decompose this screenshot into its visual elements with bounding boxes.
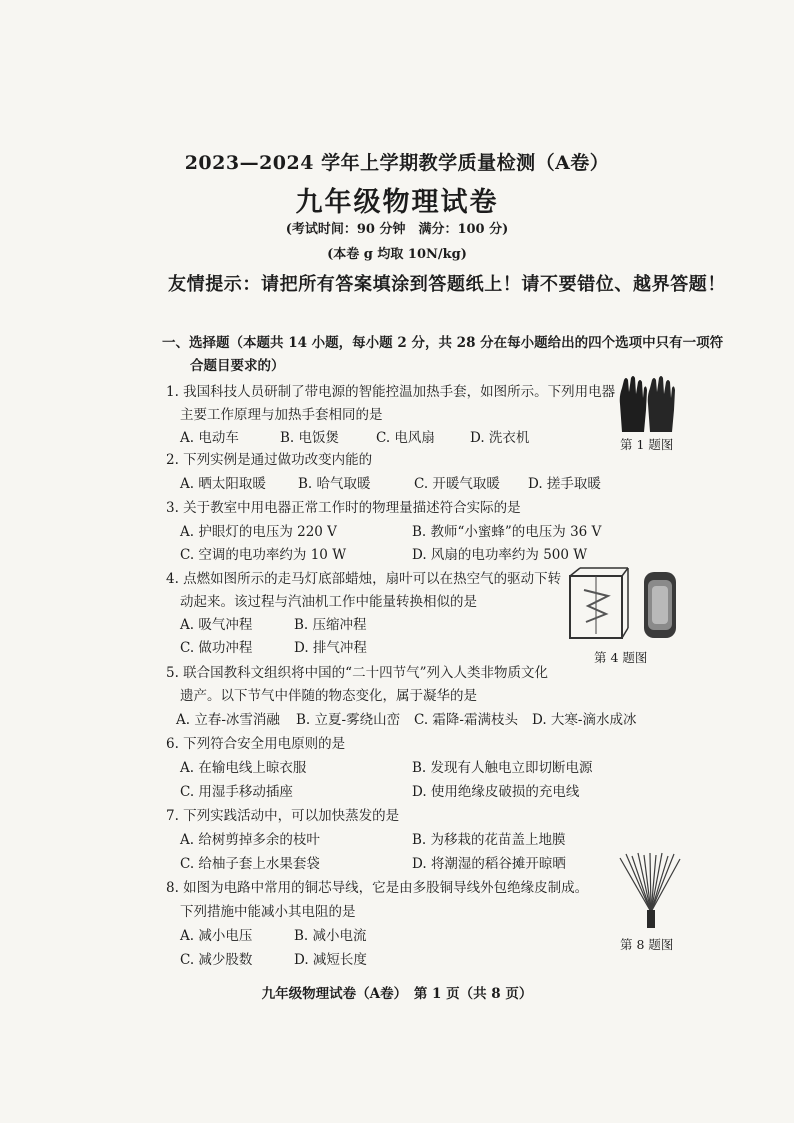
friendly-tip: 友情提示：请把所有答案填涂到答题纸上！请不要错位、越界答题！ [168,274,726,295]
question-4-option-b: B. 压缩冲程 [294,617,367,633]
question-5-stem-line2: 遗产。以下节气中伴随的物态变化，属于凝华的是 [180,688,477,704]
question-3-option-b: B. 教师“小蜜蜂”的电压为 36 V [412,524,602,540]
question-6-option-d: D. 使用绝缘皮破损的充电线 [412,784,580,800]
question-5-option-d: D. 大寒-滴水成冰 [532,712,637,728]
question-6-option-b: B. 发现有人触电立即切断电源 [412,760,593,776]
question-7-option-d: D. 将潮湿的稻谷摊开晾晒 [412,856,566,872]
question-1-stem-line2: 主要工作原理与加热手套相同的是 [180,407,383,423]
question-4-option-c: C. 做功冲程 [180,640,253,656]
section-heading-line1: 一、选择题（本题共 14 小题，每小题 2 分，共 28 分在每小题给出的四个选项中只有一项符 [162,335,724,351]
question-4-figure-caption: 第 4 题图 [594,650,648,665]
question-6-option-c: C. 用湿手移动插座 [180,784,293,800]
question-1-option-c: C. 电风扇 [376,430,435,446]
section-heading-line2: 合题目要求的） [190,358,285,374]
question-8-option-a: A. 减小电压 [180,928,253,944]
question-2-option-a: A. 晒太阳取暖 [180,476,266,492]
revolving-lantern-image [566,566,682,642]
question-1-option-b: B. 电饭煲 [280,430,340,446]
question-3-option-d: D. 风扇的电功率约为 500 W [412,547,588,563]
question-2-stem: 2. 下列实例是通过做功改变内能的 [166,452,373,468]
copper-wire-image [618,852,684,928]
question-8-stem-line2: 下列措施中能减小其电阻的是 [180,904,356,920]
question-8-option-c: C. 减少股数 [180,952,253,968]
exam-title-main: 九年级物理试卷 [295,187,499,218]
question-5-stem-line1: 5. 联合国教科文组织将中国的“二十四节气”列入人类非物质文化 [166,665,548,681]
exam-title-line1: 2023—2024 学年上学期教学质量检测（A卷） [184,152,610,174]
g-note: (本卷 g 均取 10N/kg) [327,247,467,262]
question-2-option-c: C. 开暖气取暖 [414,476,500,492]
question-1-stem-line1: 1. 我国科技人员研制了带电源的智能控温加热手套，如图所示。下列用电器 [166,384,616,400]
question-7-option-a: A. 给树剪掉多余的枝叶 [180,832,320,848]
question-5-option-a: A. 立春-冰雪消融 [176,712,280,728]
question-6-option-a: A. 在输电线上晾衣服 [180,760,307,776]
question-1-option-d: D. 洗衣机 [470,430,530,446]
question-8-figure-caption: 第 8 题图 [620,937,674,952]
question-7-stem: 7. 下列实践活动中，可以加快蒸发的是 [166,808,400,824]
question-4-stem-line1: 4. 点燃如图所示的走马灯底部蜡烛，扇叶可以在热空气的驱动下转 [166,571,562,587]
question-1-option-a: A. 电动车 [180,430,239,446]
question-2-option-b: B. 哈气取暖 [298,476,371,492]
question-7-option-c: C. 给柚子套上水果套袋 [180,856,320,872]
page-footer: 九年级物理试卷（A卷） 第 1 页（共 8 页） [261,986,533,1002]
question-4-option-d: D. 排气冲程 [294,640,367,656]
question-1-figure-caption: 第 1 题图 [620,437,674,452]
question-8-option-d: D. 减短长度 [294,952,367,968]
question-5-option-b: B. 立夏-雾绕山峦 [296,712,401,728]
question-7-option-b: B. 为移栽的花苗盖上地膜 [412,832,566,848]
question-8-option-b: B. 减小电流 [294,928,367,944]
question-3-stem: 3. 关于教室中用电器正常工作时的物理量描述符合实际的是 [166,500,521,516]
exam-info: (考试时间：90 分钟 满分：100 分) [285,222,509,237]
question-4-stem-line2: 动起来。该过程与汽油机工作中能量转换相似的是 [180,594,477,610]
question-6-stem: 6. 下列符合安全用电原则的是 [166,736,346,752]
heated-gloves-image [616,374,678,434]
question-3-option-c: C. 空调的电功率约为 10 W [180,547,347,563]
question-2-option-d: D. 搓手取暖 [528,476,601,492]
question-3-option-a: A. 护眼灯的电压为 220 V [180,524,337,540]
question-5-option-c: C. 霜降-霜满枝头 [414,712,518,728]
question-4-option-a: A. 吸气冲程 [180,617,253,633]
question-8-stem-line1: 8. 如图为电路中常用的铜芯导线，它是由多股铜导线外包绝缘皮制成。 [166,880,589,896]
